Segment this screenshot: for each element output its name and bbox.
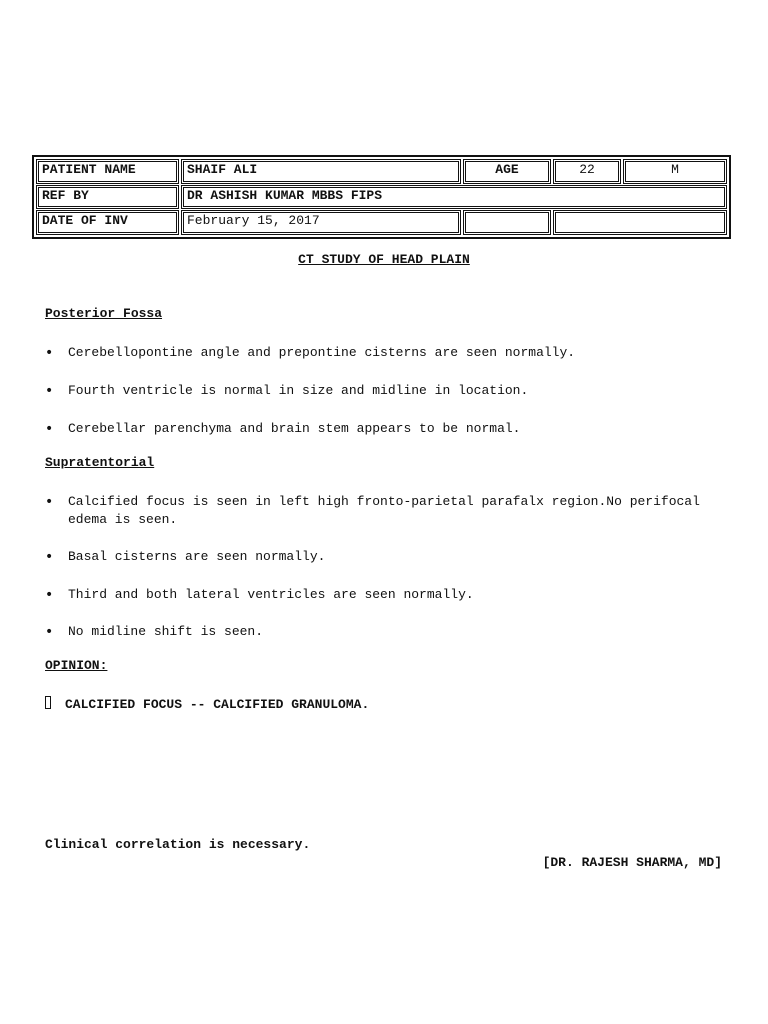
list-item	[45, 344, 735, 362]
ref-by-label: REF BY	[36, 185, 179, 209]
section-heading-posterior-fossa: Posterior Fossa	[45, 306, 163, 321]
bullet-icon: •	[45, 587, 54, 603]
bullet-icon: •	[45, 624, 54, 640]
date-value: February 15, 2017	[181, 210, 461, 235]
age-label: AGE	[463, 159, 551, 184]
list-item	[45, 493, 735, 529]
empty-cell	[463, 210, 551, 235]
patient-name-value: SHAIF ALI	[181, 159, 461, 184]
bullet-icon: •	[45, 383, 54, 399]
list-item	[45, 548, 735, 566]
checkbox-icon	[45, 696, 51, 709]
bullet-icon: •	[45, 345, 54, 361]
opinion-text: CALCIFIED FOCUS -- CALCIFIED GRANULOMA.	[65, 697, 370, 712]
list-item-text: No midline shift is seen.	[68, 624, 264, 639]
date-label: DATE OF INV	[36, 210, 179, 235]
list-item-text: Calcified focus is seen in left high fronto-parietal parafalx region.No perifocal edema is seen.	[68, 494, 700, 527]
list-item-text: Cerebellar parenchyma and brain stem appears to be normal.	[68, 421, 521, 436]
sex-value: M	[623, 159, 727, 184]
report-title-text: CT STUDY OF HEAD PLAIN	[298, 252, 470, 267]
doctor-signature: [DR. RAJESH SHARMA, MD]	[542, 855, 722, 870]
list-item	[45, 623, 735, 641]
list-item	[45, 586, 735, 604]
list-item-text: Basal cisterns are seen normally.	[68, 549, 326, 564]
section-heading-opinion: OPINION:	[45, 658, 108, 673]
bullet-icon: •	[45, 421, 54, 437]
list-item-text: Third and both lateral ventricles are seen normally.	[68, 587, 474, 602]
report-title	[0, 252, 768, 267]
section-heading-supratentorial: Supratentorial	[45, 455, 155, 470]
bullet-icon: •	[45, 549, 54, 565]
patient-info-table	[32, 155, 731, 239]
clinical-note: Clinical correlation is necessary.	[45, 837, 311, 852]
list-item	[45, 420, 735, 438]
empty-cell	[553, 210, 727, 235]
patient-name-label: PATIENT NAME	[36, 159, 179, 184]
ref-by-value: DR ASHISH KUMAR MBBS FIPS	[181, 185, 727, 209]
bullet-icon: •	[45, 494, 54, 510]
list-item-text: Fourth ventricle is normal in size and midline in location.	[68, 383, 529, 398]
age-value: 22	[553, 159, 621, 184]
opinion-item	[45, 696, 369, 714]
list-item	[45, 382, 735, 400]
list-item-text: Cerebellopontine angle and prepontine cisterns are seen normally.	[68, 345, 576, 360]
